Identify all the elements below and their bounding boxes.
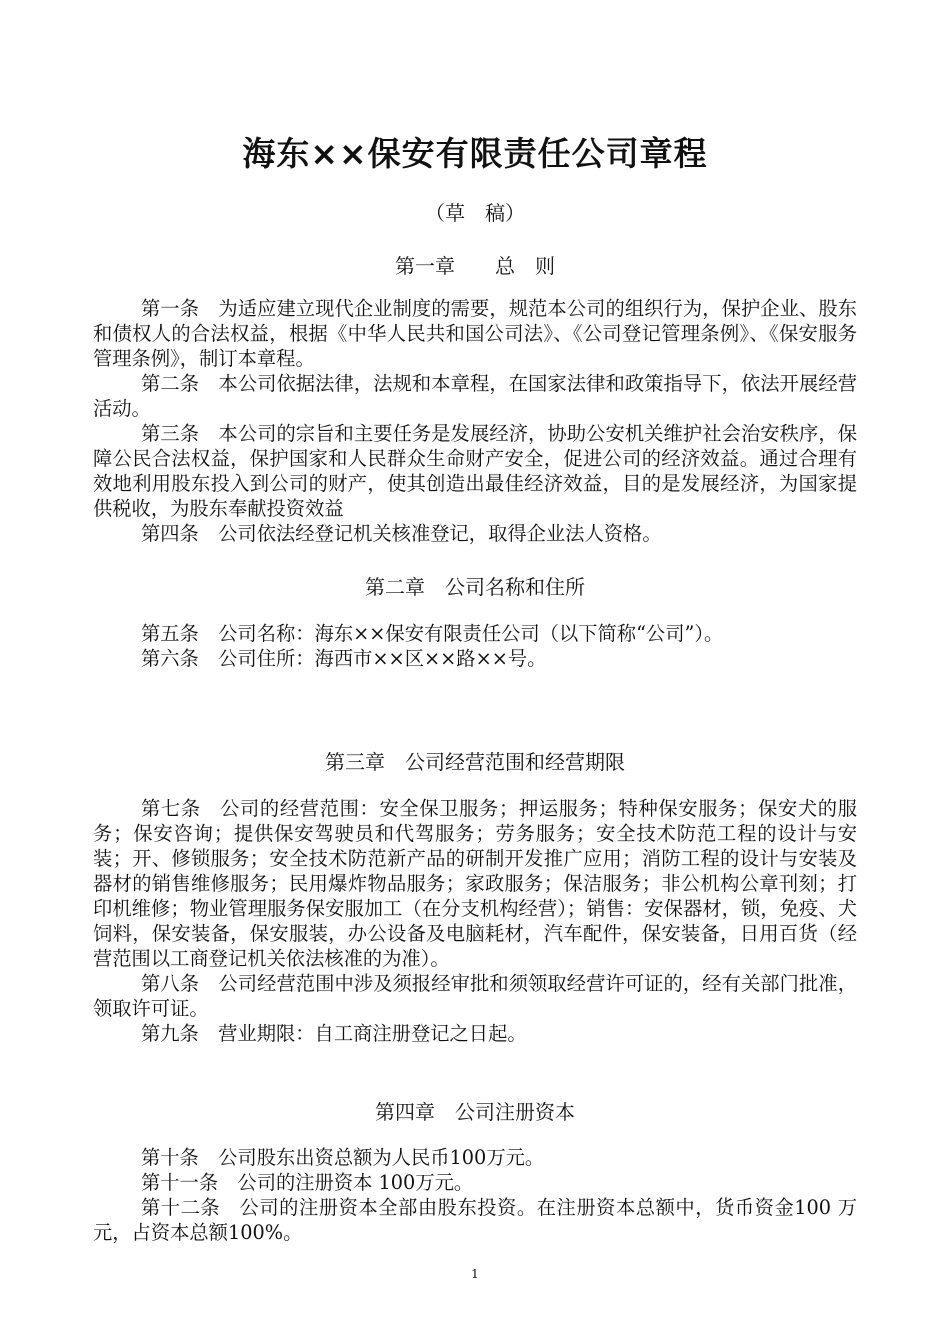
article-text: 为适应建立现代企业制度的需要，规范本公司的组织行为，保护企业、股东和债权人的合法权益，根据《中华人民共和国公司法》、《公司登记管理条例》、《保安服务管理条例》，制订本章程。 [93,297,858,370]
article [93,646,857,671]
article [93,1170,857,1195]
article [93,1145,857,1170]
article-number: 第四条 [141,522,199,545]
chapter-body [93,296,857,546]
article-number: 第七条 [141,797,201,820]
article-number: 第五条 [141,622,199,645]
chapter-body [93,796,857,1046]
article [93,421,857,521]
article-number: 第一条 [141,297,200,320]
article [93,521,857,546]
article-text: 公司的注册资本 100万元。 [237,1171,474,1194]
article-number: 第三条 [141,422,200,445]
document-title: 海东××保安有限责任公司章程 [242,134,708,173]
article [93,796,857,971]
chapter-body [93,621,857,671]
document-subtitle: （草 稿） [425,201,525,225]
article-number: 第六条 [141,647,199,670]
article-number: 第九条 [141,1022,199,1045]
article [93,621,857,646]
article-text: 公司依法经登记机关核准登记，取得企业法人资格。 [218,522,662,545]
article-text: 公司股东出资总额为人民币100万元。 [218,1146,545,1169]
article [93,371,857,421]
chapter-heading: 第二章 公司名称和住所 [365,575,585,599]
article-text: 营业期限：自工商注册登记之日起。 [218,1022,527,1045]
article-number: 第十条 [141,1146,199,1169]
article-number: 第二条 [141,372,200,395]
article-number: 第八条 [141,972,200,995]
article-number: 第十二条 [141,1196,221,1219]
chapter-heading: 第四章 公司注册资本 [375,1100,575,1124]
article-text: 公司的注册资本全部由股东投资。在注册资本总额中，货币资金100 万元，占资本总额100%。 [93,1196,857,1244]
chapter-heading: 第一章 总 则 [395,254,555,278]
article-text: 本公司的宗旨和主要任务是发展经济，协助公安机关维护社会治安秩序，保障公民合法权益，保护国家和人民群众生命财产安全，促进公司的经济效益。通过合理有效地利用股东投入到公司的财产，使其创造出最佳经济效益，目的是发展经济，为国家提供税收，为股东奉献投资效益 [93,422,858,520]
page-number: 1 [471,1267,479,1281]
article-text: 公司住所：海西市××区××路××号。 [218,647,547,670]
chapter-heading: 第三章 公司经营范围和经营期限 [325,750,625,774]
article [93,1021,857,1046]
article [93,1195,857,1245]
article [93,971,857,1021]
article-text: 本公司依据法律，法规和本章程，在国家法律和政策指导下，依法开展经营活动。 [93,372,858,420]
article [93,296,857,371]
article-number: 第十一条 [141,1171,219,1194]
article-text: 公司经营范围中涉及须报经审批和须领取经营许可证的，经有关部门批准，领取许可证。 [93,972,858,1020]
article-text: 公司的经营范围：安全保卫服务；押运服务；特种保安服务；保安犬的服务；保安咨询；提供保安驾驶员和代驾服务；劳务服务；安全技术防范工程的设计与安装；开、修锁服务；安全技术防范新产品的研制开发推广应用；消防工程的设计与安装及器材的销售维修服务；民用爆炸物品服务；家政服务；保洁服务；非公机构公章刊刻；打印机维修；物业管理服务保安服加工（在分支机构经营）；销售：安保器材，锁，免疫、犬饲料，保安装备，保安服装，办公设备及电脑耗材，汽车配件，保安装备，日用百货（经营范围以工商登记机关依法核准的为准）。 [93,797,858,970]
chapter-body [93,1145,857,1245]
article-text: 公司名称：海东××保安有限责任公司（以下简称“公司”）。 [218,622,724,645]
